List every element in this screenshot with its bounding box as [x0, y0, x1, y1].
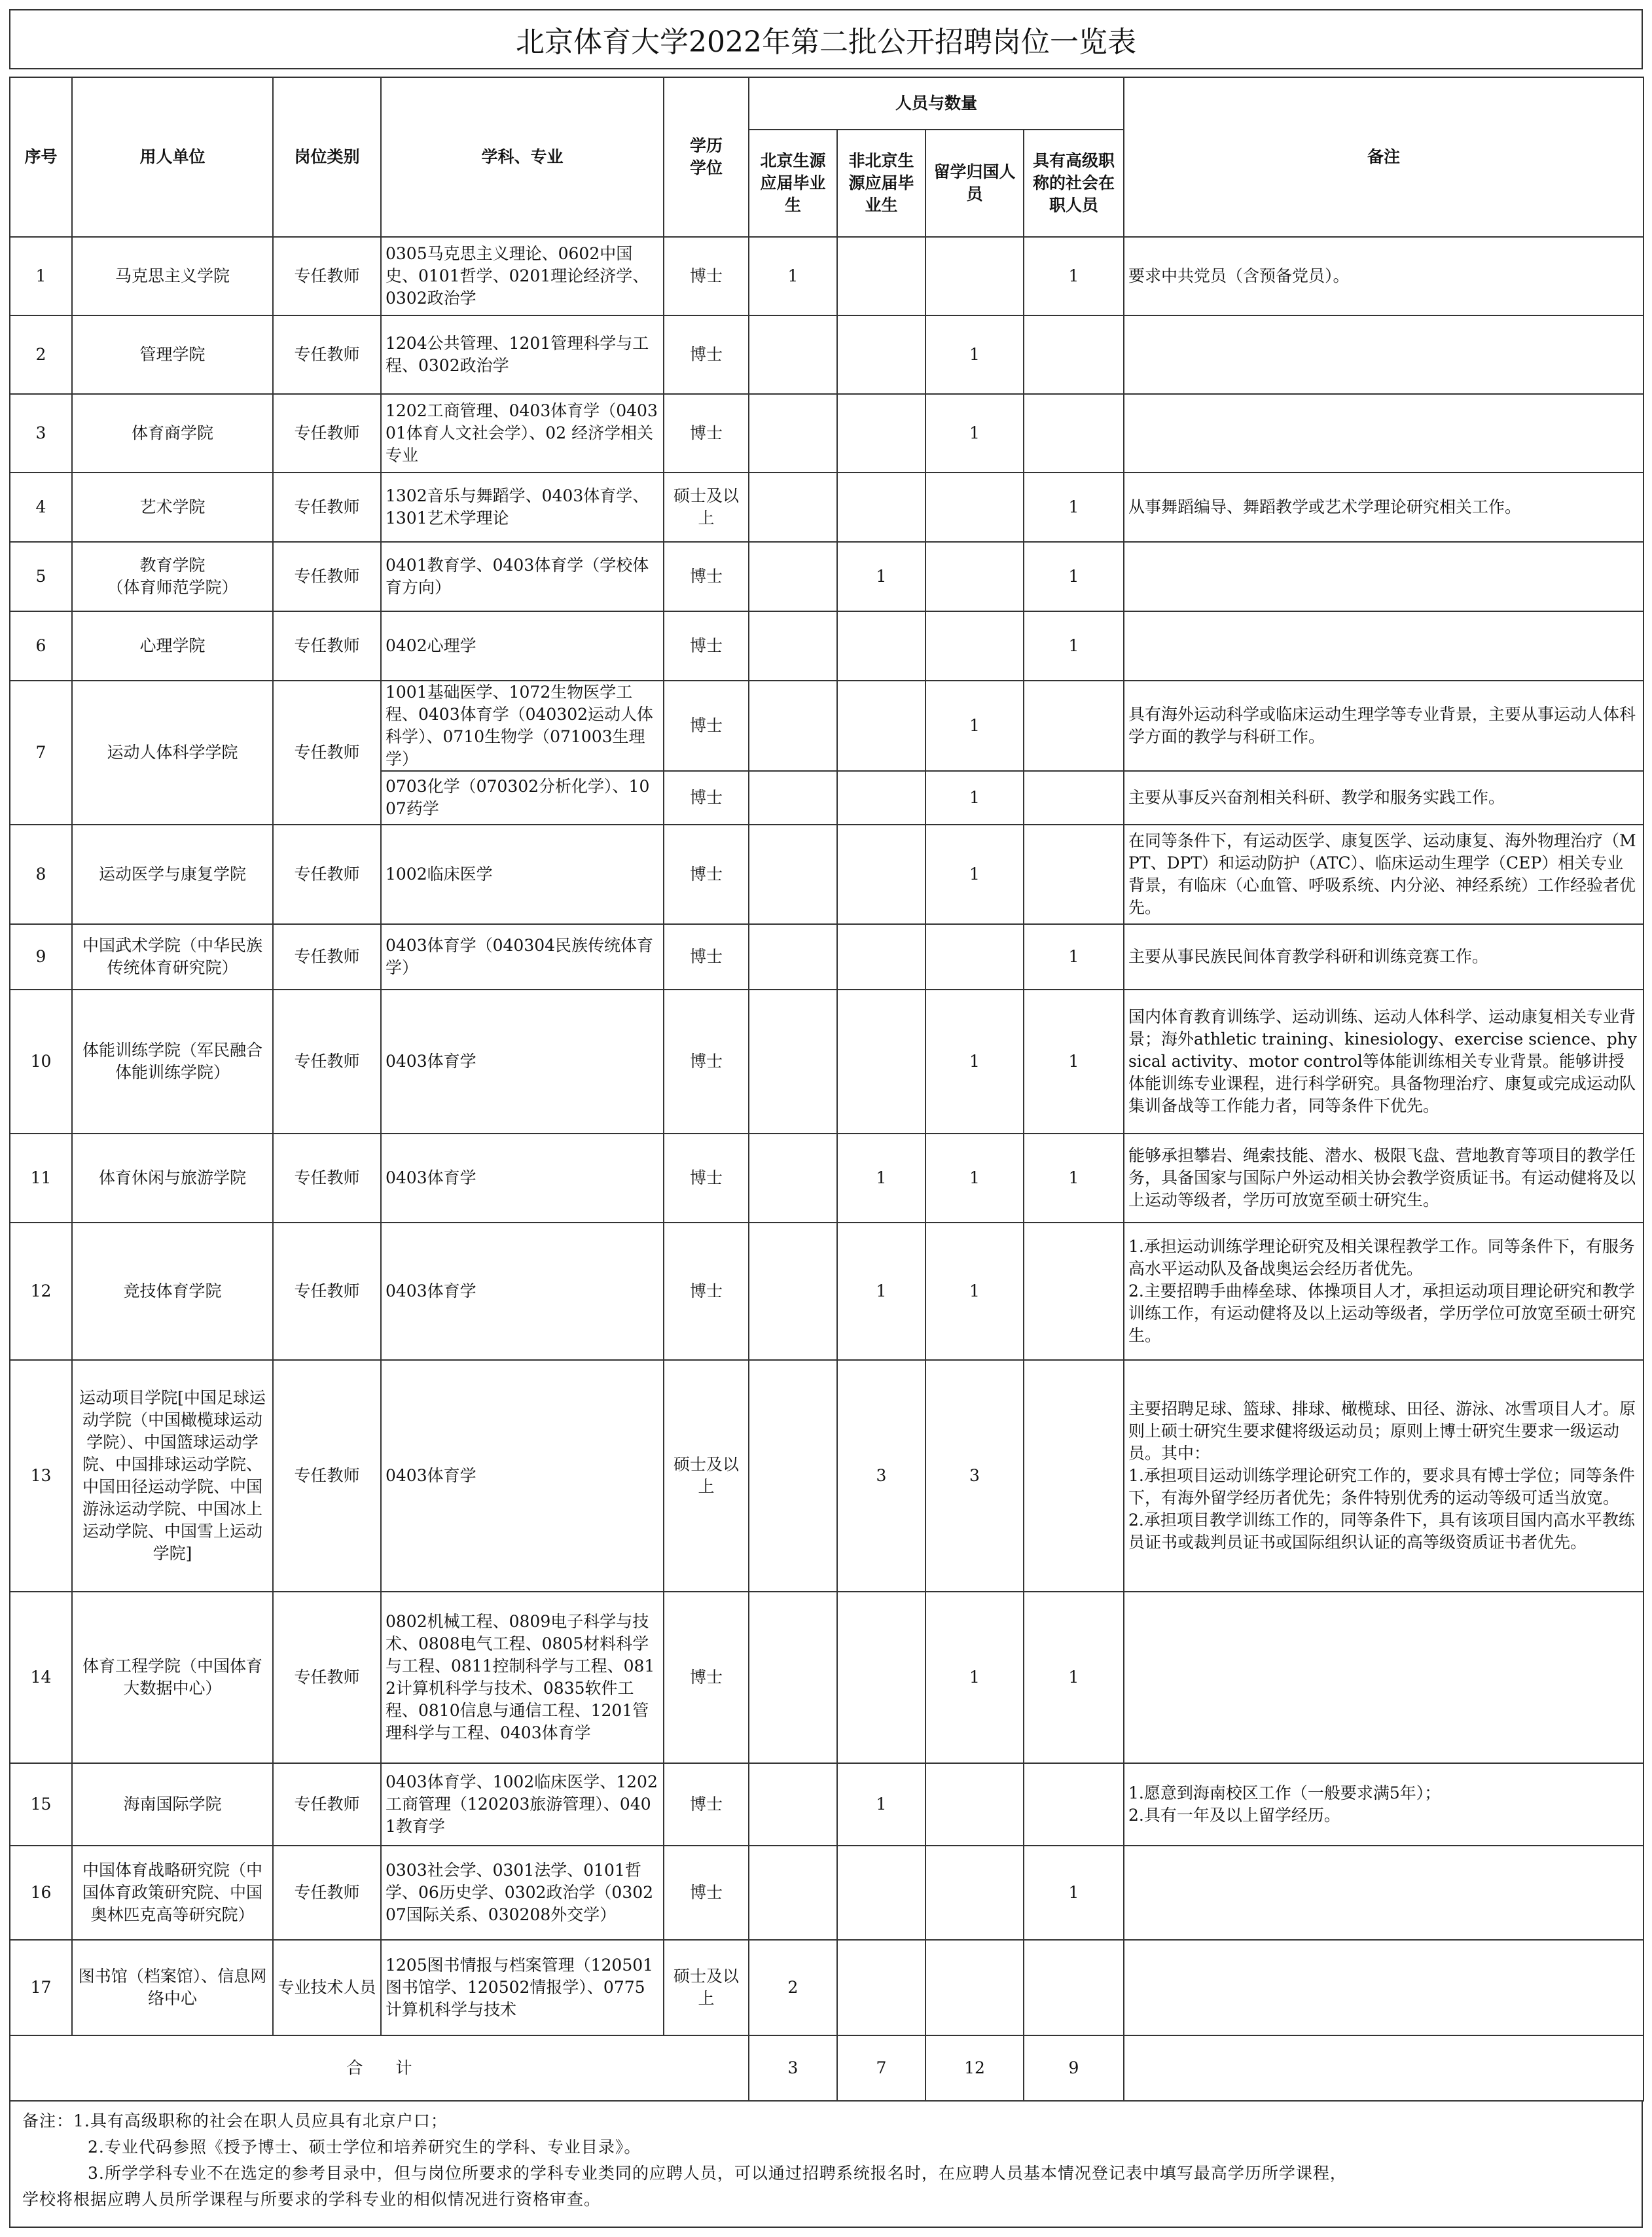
header-abroad: 留学归国人员 — [925, 130, 1024, 237]
cell-seq: 15 — [10, 1763, 72, 1846]
header-nonbj: 非北京生源应届毕业生 — [837, 130, 925, 237]
cell-bj — [749, 825, 837, 924]
cell-type: 专任教师 — [273, 1134, 381, 1223]
cell-seq: 12 — [10, 1223, 72, 1360]
cell-abroad: 1 — [925, 1223, 1024, 1360]
cell-type: 专任教师 — [273, 825, 381, 924]
cell-unit: 海南国际学院 — [72, 1763, 273, 1846]
cell-seq: 13 — [10, 1360, 72, 1592]
cell-abroad: 1 — [925, 1592, 1024, 1763]
cell-nonbj — [837, 1846, 925, 1940]
total-remark — [1124, 2035, 1643, 2101]
cell-major: 0802机械工程、0809电子科学与技术、0808电气工程、0805材料科学与工程、0811控制科学与工程、0812计算机科学与技术、0835软件工程、0810信息与通信工程、1201管理科学与工程、0403体育学 — [381, 1592, 664, 1763]
cell-bj — [749, 990, 837, 1134]
cell-nonbj: 1 — [837, 1134, 925, 1223]
cell-bj — [749, 1763, 837, 1846]
recruitment-table — [9, 77, 1644, 2102]
cell-bj — [749, 611, 837, 681]
cell-remark: 1.愿意到海南校区工作（一般要求满5年）； 2.具有一年及以上留学经历。 — [1124, 1763, 1643, 1846]
cell-nonbj — [837, 1592, 925, 1763]
header-degree: 学历 学位 — [664, 77, 749, 237]
cell-degree: 博士 — [664, 1846, 749, 1940]
cell-bj: 2 — [749, 1940, 837, 2035]
cell-bj: 1 — [749, 237, 837, 315]
cell-unit: 体育休闲与旅游学院 — [72, 1134, 273, 1223]
cell-type: 专任教师 — [273, 1223, 381, 1360]
cell-nonbj — [837, 825, 925, 924]
header-unit: 用人单位 — [72, 77, 273, 237]
cell-nonbj: 3 — [837, 1360, 925, 1592]
cell-abroad — [925, 1846, 1024, 1940]
cell-unit: 体能训练学院（军民融合体能训练学院） — [72, 990, 273, 1134]
cell-degree: 硕士及以上 — [664, 1940, 749, 2035]
cell-remark — [1124, 394, 1643, 473]
cell-abroad — [925, 924, 1024, 990]
table-row — [10, 1223, 1643, 1360]
cell-senior — [1024, 825, 1124, 924]
header-seq: 序号 — [10, 77, 72, 237]
cell-unit: 心理学院 — [72, 611, 273, 681]
total-label: 合 计 — [10, 2035, 749, 2101]
cell-senior: 1 — [1024, 1846, 1124, 1940]
cell-unit: 运动人体科学学院 — [72, 681, 273, 825]
cell-remark — [1124, 1592, 1643, 1763]
cell-bj — [749, 315, 837, 394]
cell-seq: 11 — [10, 1134, 72, 1223]
cell-senior — [1024, 1940, 1124, 2035]
cell-unit: 马克思主义学院 — [72, 237, 273, 315]
table-row — [10, 611, 1643, 681]
cell-seq: 3 — [10, 394, 72, 473]
cell-type: 专任教师 — [273, 681, 381, 825]
cell-remark: 1.承担运动训练学理论研究及相关课程教学工作。同等条件下，有服务高水平运动队及备战奥运会经历者优先。 2.主要招聘手曲棒垒球、体操项目人才，承担运动项目理论研究和教学训练工作，有运动健将及以上运动等级者，学历学位可放宽至硕士研究生。 — [1124, 1223, 1643, 1360]
cell-degree: 博士 — [664, 1592, 749, 1763]
cell-abroad: 1 — [925, 681, 1024, 771]
cell-major: 0403体育学 — [381, 1360, 664, 1592]
cell-seq: 10 — [10, 990, 72, 1134]
cell-remark: 具有海外运动科学或临床运动生理学等专业背景，主要从事运动人体科学方面的教学与科研工作。 — [1124, 681, 1643, 771]
cell-major: 0403体育学 — [381, 1134, 664, 1223]
footnote-line-1: 备注：1.具有高级职称的社会在职人员应具有北京户口； — [22, 2111, 448, 2130]
cell-remark: 要求中共党员（含预备党员）。 — [1124, 237, 1643, 315]
cell-senior — [1024, 771, 1124, 825]
cell-nonbj — [837, 611, 925, 681]
cell-remark: 主要招聘足球、篮球、排球、橄榄球、田径、游泳、冰雪项目人才。原则上硕士研究生要求健将级运动员；原则上博士研究生要求一级运动员。其中： 1.承担项目运动训练学理论研究工作的，要求具有博士学位；同等条件下，有海外留学经历者优先；条件特别优秀的运动等级可适当放宽。 2.承担项目教学训练工作的，同等条件下，具有该项目国内高水平教练员证书或裁判员证书或国际组织认证的高等级资质证书者优先。 — [1124, 1360, 1643, 1592]
cell-type: 专任教师 — [273, 924, 381, 990]
cell-unit: 图书馆（档案馆）、信息网络中心 — [72, 1940, 273, 2035]
cell-remark — [1124, 542, 1643, 611]
cell-bj — [749, 1592, 837, 1763]
cell-degree: 博士 — [664, 1134, 749, 1223]
cell-type: 专任教师 — [273, 990, 381, 1134]
cell-remark: 能够承担攀岩、绳索技能、潜水、极限飞盘、营地教育等项目的教学任务，具备国家与国际户外运动相关协会教学资质证书。有运动健将及以上运动等级者，学历可放宽至硕士研究生。 — [1124, 1134, 1643, 1223]
cell-unit: 体育工程学院（中国体育大数据中心） — [72, 1592, 273, 1763]
cell-type: 专任教师 — [273, 1846, 381, 1940]
table-row — [10, 542, 1643, 611]
cell-remark — [1124, 1940, 1643, 2035]
total-abroad: 12 — [925, 2035, 1024, 2101]
cell-senior — [1024, 681, 1124, 771]
cell-unit: 中国体育战略研究院（中国体育政策研究院、中国奥林匹克高等研究院） — [72, 1846, 273, 1940]
cell-major: 1205图书情报与档案管理（120501图书馆学、120502情报学）、0775计算机科学与技术 — [381, 1940, 664, 2035]
cell-senior: 1 — [1024, 542, 1124, 611]
cell-remark — [1124, 1846, 1643, 1940]
cell-major: 1204公共管理、1201管理科学与工程、0302政治学 — [381, 315, 664, 394]
cell-seq: 2 — [10, 315, 72, 394]
cell-seq: 1 — [10, 237, 72, 315]
header-group: 人员与数量 — [749, 77, 1124, 130]
cell-remark: 在同等条件下，有运动医学、康复医学、运动康复、海外物理治疗（MPT、DPT）和运动防护（ATC）、临床运动生理学（CEP）相关专业背景，有临床（心血管、呼吸系统、内分泌、神经系统）工作经验者优先。 — [1124, 825, 1643, 924]
cell-degree: 博士 — [664, 1763, 749, 1846]
cell-major: 0403体育学（040304民族传统体育学） — [381, 924, 664, 990]
cell-senior: 1 — [1024, 237, 1124, 315]
cell-remark — [1124, 611, 1643, 681]
cell-bj — [749, 1360, 837, 1592]
cell-degree: 博士 — [664, 542, 749, 611]
cell-bj — [749, 542, 837, 611]
cell-degree: 博士 — [664, 1223, 749, 1360]
cell-bj — [749, 1134, 837, 1223]
table-row — [10, 394, 1643, 473]
cell-degree: 博士 — [664, 237, 749, 315]
cell-nonbj — [837, 771, 925, 825]
cell-major: 0303社会学、0301法学、0101哲学、06历史学、0302政治学（030207国际关系、030208外交学） — [381, 1846, 664, 1940]
cell-unit: 管理学院 — [72, 315, 273, 394]
cell-senior: 1 — [1024, 924, 1124, 990]
cell-major: 0402心理学 — [381, 611, 664, 681]
cell-bj — [749, 473, 837, 542]
cell-abroad — [925, 1763, 1024, 1846]
cell-major: 0403体育学、1002临床医学、1202工商管理（120203旅游管理）、0401教育学 — [381, 1763, 664, 1846]
cell-abroad — [925, 542, 1024, 611]
cell-seq: 16 — [10, 1846, 72, 1940]
cell-major: 0703化学（070302分析化学）、1007药学 — [381, 771, 664, 825]
cell-bj — [749, 681, 837, 771]
cell-seq: 4 — [10, 473, 72, 542]
cell-senior — [1024, 1223, 1124, 1360]
table-row — [10, 473, 1643, 542]
cell-abroad: 1 — [925, 990, 1024, 1134]
cell-nonbj: 1 — [837, 1223, 925, 1360]
cell-major: 1002临床医学 — [381, 825, 664, 924]
cell-nonbj — [837, 990, 925, 1134]
footnote — [9, 2102, 1643, 2228]
cell-nonbj — [837, 924, 925, 990]
cell-degree: 博士 — [664, 924, 749, 990]
table-row — [10, 1134, 1643, 1223]
cell-senior: 1 — [1024, 990, 1124, 1134]
table-row — [10, 1592, 1643, 1763]
cell-unit: 运动项目学院[中国足球运动学院（中国橄榄球运动学院）、中国篮球运动学院、中国排球运动学院、中国田径运动学院、中国游泳运动学院、中国冰上运动学院、中国雪上运动学院] — [72, 1360, 273, 1592]
cell-seq: 8 — [10, 825, 72, 924]
table-row — [10, 825, 1643, 924]
cell-major: 0305马克思主义理论、0602中国史、0101哲学、0201理论经济学、0302政治学 — [381, 237, 664, 315]
footnote-line-3: 3.所学学科专业不在选定的参考目录中，但与岗位所要求的学科专业类同的应聘人员，可以通过招聘系统报名时，在应聘人员基本情况登记表中填写最高学历所学课程， — [88, 2164, 1347, 2183]
cell-nonbj — [837, 237, 925, 315]
cell-abroad: 3 — [925, 1360, 1024, 1592]
cell-unit: 竞技体育学院 — [72, 1223, 273, 1360]
header-senior: 具有高级职称的社会在职人员 — [1024, 130, 1124, 237]
footnote-line-4: 学校将根据应聘人员所学课程与所要求的学科专业的相似情况进行资格审查。 — [22, 2190, 602, 2209]
cell-abroad: 1 — [925, 1134, 1024, 1223]
cell-senior: 1 — [1024, 1592, 1124, 1763]
cell-type: 专任教师 — [273, 237, 381, 315]
cell-type: 专任教师 — [273, 542, 381, 611]
cell-unit: 体育商学院 — [72, 394, 273, 473]
cell-senior: 1 — [1024, 473, 1124, 542]
cell-nonbj — [837, 394, 925, 473]
cell-unit: 教育学院 （体育师范学院） — [72, 542, 273, 611]
cell-remark — [1124, 315, 1643, 394]
cell-remark: 主要从事民族民间体育教学科研和训练竞赛工作。 — [1124, 924, 1643, 990]
cell-type: 专任教师 — [273, 473, 381, 542]
header-type: 岗位类别 — [273, 77, 381, 237]
cell-bj — [749, 1846, 837, 1940]
cell-degree: 博士 — [664, 825, 749, 924]
cell-degree: 博士 — [664, 315, 749, 394]
table-row — [10, 990, 1643, 1134]
cell-bj — [749, 924, 837, 990]
cell-bj — [749, 771, 837, 825]
total-nonbj: 7 — [837, 2035, 925, 2101]
header-major: 学科、专业 — [381, 77, 664, 237]
cell-nonbj: 1 — [837, 542, 925, 611]
table-row — [10, 1763, 1643, 1846]
cell-abroad — [925, 473, 1024, 542]
cell-degree: 硕士及以上 — [664, 1360, 749, 1592]
cell-senior — [1024, 394, 1124, 473]
cell-degree: 博士 — [664, 611, 749, 681]
cell-senior — [1024, 1763, 1124, 1846]
cell-type: 专任教师 — [273, 1763, 381, 1846]
cell-degree: 博士 — [664, 771, 749, 825]
cell-major: 0403体育学 — [381, 990, 664, 1134]
table-row — [10, 237, 1643, 315]
cell-major: 0403体育学 — [381, 1223, 664, 1360]
cell-abroad: 1 — [925, 825, 1024, 924]
table-row — [10, 681, 1643, 771]
cell-abroad — [925, 237, 1024, 315]
table-row — [10, 924, 1643, 990]
cell-major: 0401教育学、0403体育学（学校体育方向） — [381, 542, 664, 611]
cell-remark: 从事舞蹈编导、舞蹈教学或艺术学理论研究相关工作。 — [1124, 473, 1643, 542]
document-title: 北京体育大学2022年第二批公开招聘岗位一览表 — [9, 9, 1643, 69]
total-senior: 9 — [1024, 2035, 1124, 2101]
cell-type: 专任教师 — [273, 1360, 381, 1592]
table-row — [10, 1940, 1643, 2035]
cell-degree: 博士 — [664, 990, 749, 1134]
cell-degree: 博士 — [664, 681, 749, 771]
cell-remark: 国内体育教育训练学、运动训练、运动人体科学、运动康复相关专业背景；海外athletic training、kinesiology、exercise science、physical activity、motor control等体能训练相关专业背景。能够讲授体能训练专业课程，进行科学研究。具备物理治疗、康复或完成运动队集训备战等工作能力者，同等条件下优先。 — [1124, 990, 1643, 1134]
cell-abroad: 1 — [925, 771, 1024, 825]
cell-seq: 9 — [10, 924, 72, 990]
cell-degree: 硕士及以上 — [664, 473, 749, 542]
footnote-line-2: 2.专业代码参照《授予博士、硕士学位和培养研究生的学科、专业目录》。 — [88, 2138, 641, 2156]
cell-abroad: 1 — [925, 315, 1024, 394]
cell-seq: 5 — [10, 542, 72, 611]
cell-senior — [1024, 315, 1124, 394]
cell-major: 1302音乐与舞蹈学、0403体育学、1301艺术学理论 — [381, 473, 664, 542]
cell-seq: 14 — [10, 1592, 72, 1763]
table-row — [10, 1846, 1643, 1940]
cell-remark: 主要从事反兴奋剂相关科研、教学和服务实践工作。 — [1124, 771, 1643, 825]
cell-nonbj — [837, 1940, 925, 2035]
cell-degree: 博士 — [664, 394, 749, 473]
cell-senior — [1024, 1360, 1124, 1592]
cell-unit: 中国武术学院（中华民族传统体育研究院） — [72, 924, 273, 990]
cell-type: 专任教师 — [273, 611, 381, 681]
cell-senior: 1 — [1024, 611, 1124, 681]
header-bj: 北京生源应届毕业生 — [749, 130, 837, 237]
total-bj: 3 — [749, 2035, 837, 2101]
table-row — [10, 315, 1643, 394]
cell-major: 1202工商管理、0403体育学（040301体育人文社会学）、02 经济学相关专业 — [381, 394, 664, 473]
cell-senior: 1 — [1024, 1134, 1124, 1223]
cell-unit: 运动医学与康复学院 — [72, 825, 273, 924]
header-remark: 备注 — [1124, 77, 1643, 237]
cell-seq: 17 — [10, 1940, 72, 2035]
cell-type: 专业技术人员 — [273, 1940, 381, 2035]
cell-major: 1001基础医学、1072生物医学工程、0403体育学（040302运动人体科学）、0710生物学（071003生理学） — [381, 681, 664, 771]
cell-seq: 7 — [10, 681, 72, 825]
cell-abroad — [925, 611, 1024, 681]
cell-nonbj — [837, 315, 925, 394]
cell-bj — [749, 394, 837, 473]
cell-abroad — [925, 1940, 1024, 2035]
cell-nonbj: 1 — [837, 1763, 925, 1846]
cell-nonbj — [837, 681, 925, 771]
table-row — [10, 1360, 1643, 1592]
cell-type: 专任教师 — [273, 1592, 381, 1763]
cell-nonbj — [837, 473, 925, 542]
cell-type: 专任教师 — [273, 394, 381, 473]
cell-type: 专任教师 — [273, 315, 381, 394]
cell-bj — [749, 1223, 837, 1360]
total-row — [10, 2035, 1643, 2101]
cell-seq: 6 — [10, 611, 72, 681]
cell-abroad: 1 — [925, 394, 1024, 473]
cell-unit: 艺术学院 — [72, 473, 273, 542]
